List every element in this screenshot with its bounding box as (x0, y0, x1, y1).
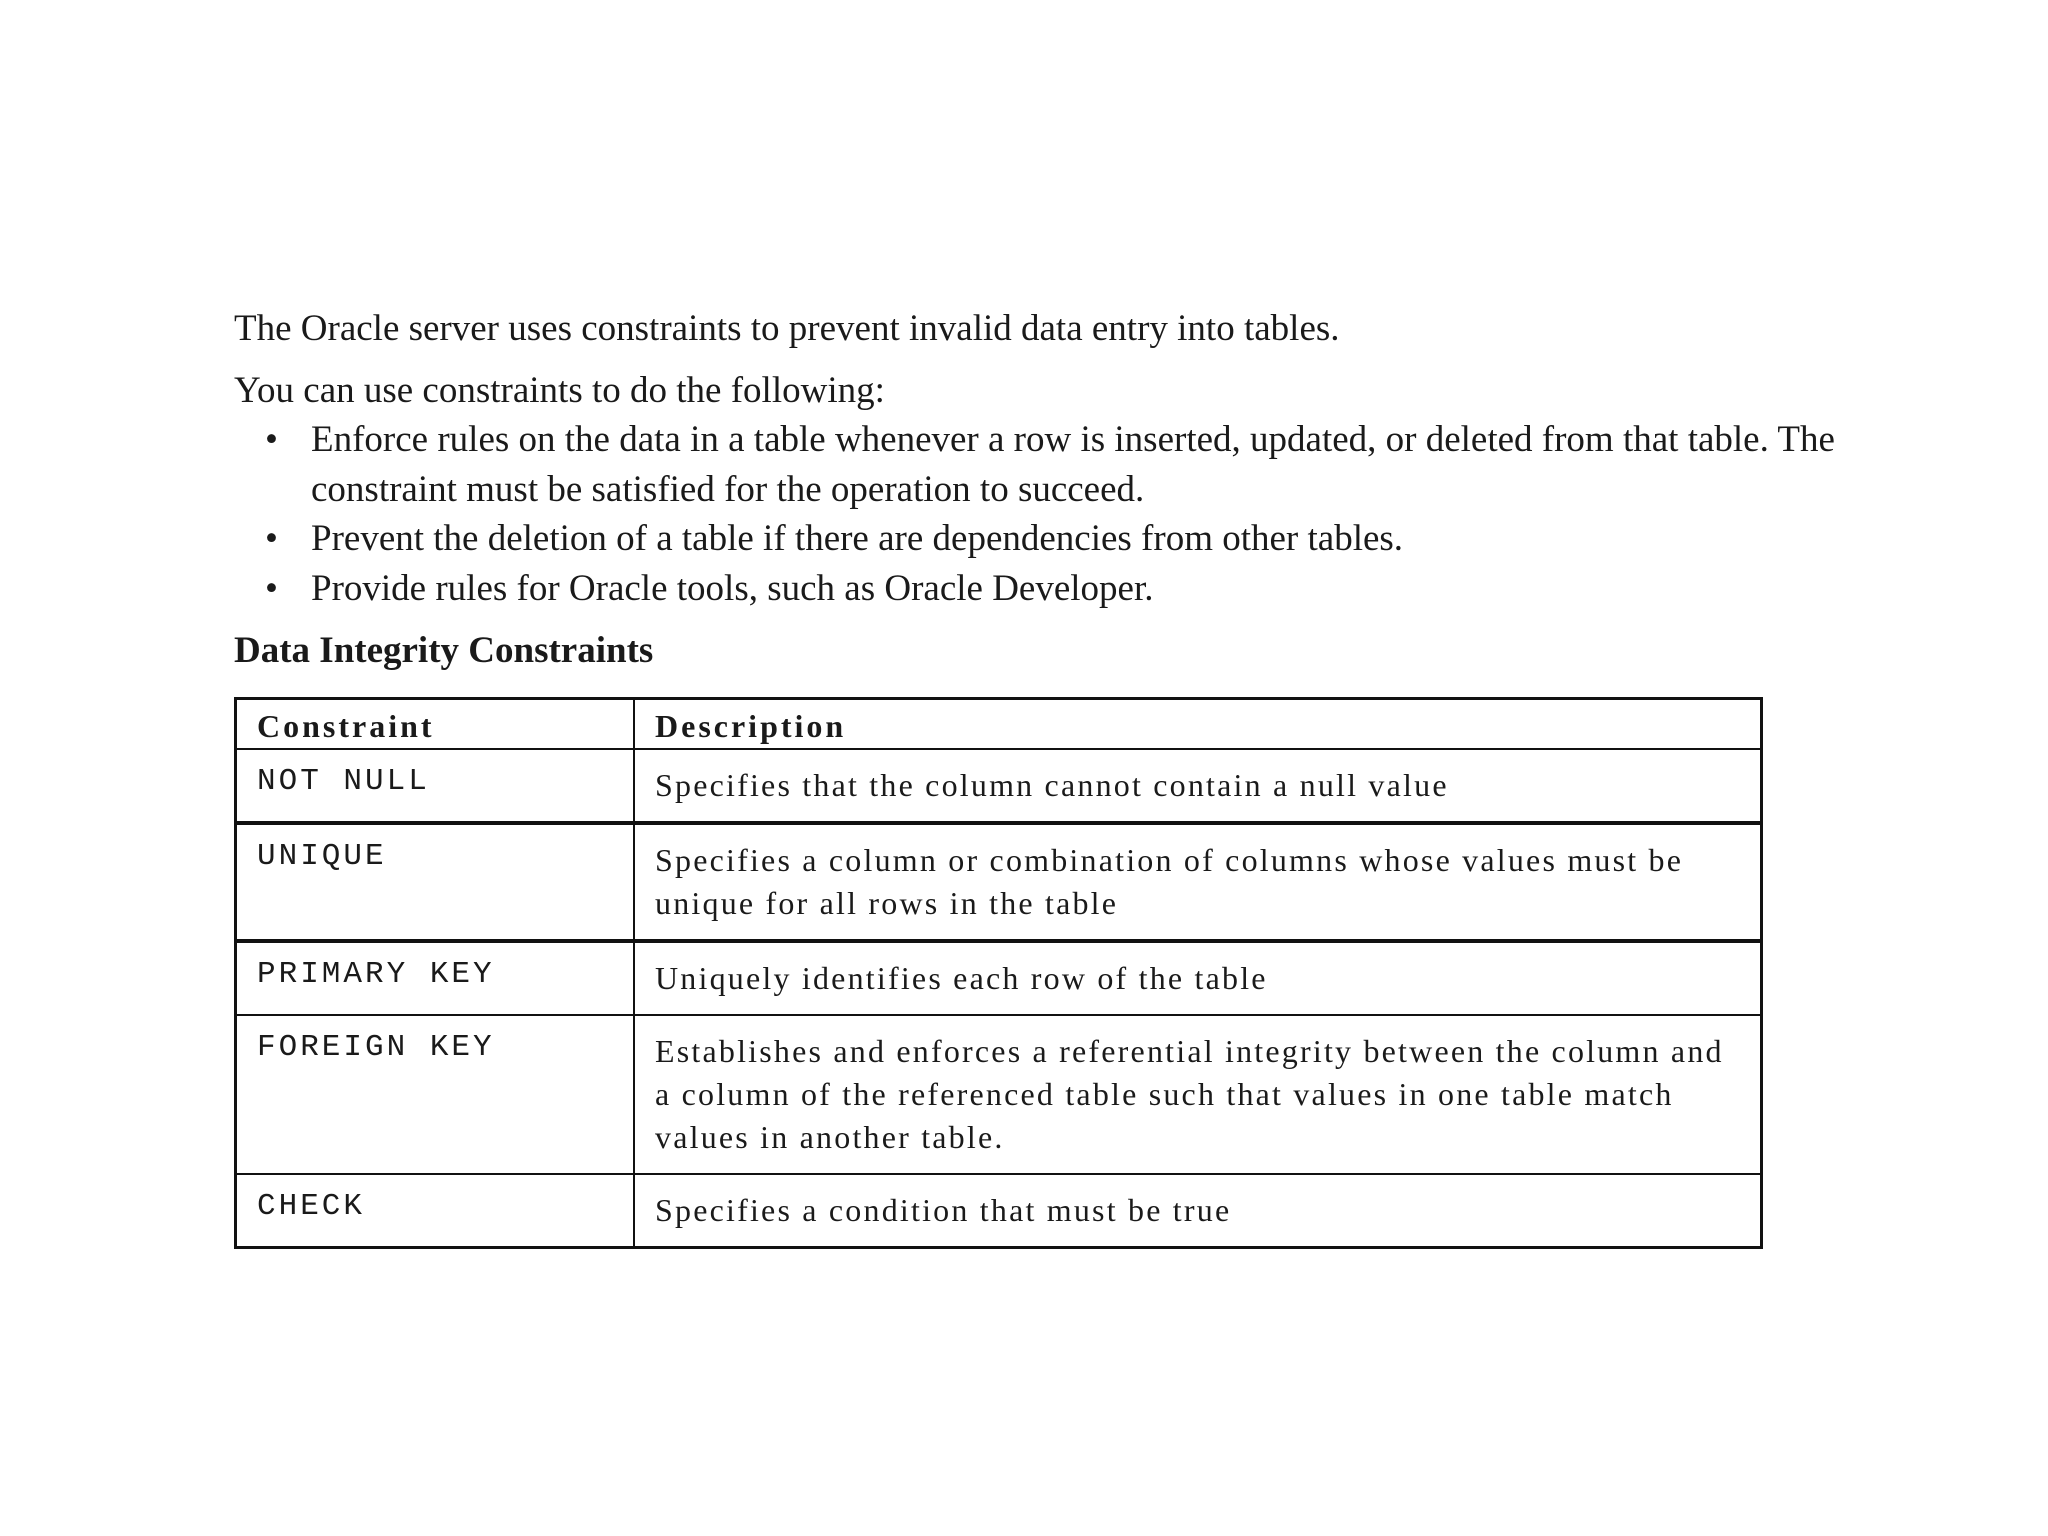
constraint-description: Specifies that the column cannot contain a null value (634, 749, 1762, 823)
constraint-name: PRIMARY KEY (236, 941, 635, 1015)
list-item-text: Provide rules for Oracle tools, such as Oracle Developer. (311, 567, 1154, 609)
column-header-description: Description (634, 699, 1762, 750)
constraint-description: Specifies a condition that must be true (634, 1174, 1762, 1248)
table-header-row (236, 699, 1762, 750)
constraint-name: UNIQUE (236, 823, 635, 941)
constraint-description: Uniquely identifies each row of the table (634, 941, 1762, 1015)
bullet-icon: • (265, 518, 278, 559)
table-row (236, 941, 1762, 1015)
constraint-name: NOT NULL (236, 749, 635, 823)
list-item (234, 415, 1874, 514)
intro-sentence-2: You can use constraints to do the following: (234, 370, 885, 411)
constraint-description: Establishes and enforces a referential integrity between the column and a column of the referenced table such that values in one table match values in another table. (634, 1015, 1762, 1174)
bullet-icon: • (265, 419, 278, 460)
list-item (234, 564, 1874, 614)
table-row (236, 749, 1762, 823)
list-item-text: Prevent the deletion of a table if there are dependencies from other tables. (311, 518, 1404, 559)
table-row (236, 1174, 1762, 1248)
constraint-name: FOREIGN KEY (236, 1015, 635, 1174)
list-item-text: Enforce rules on the data in a table whenever a row is inserted, updated, or deleted from that table. The constraint must be satisfied for the operation to succeed. (311, 419, 1835, 510)
column-header-constraint: Constraint (236, 699, 635, 750)
section-heading: Data Integrity Constraints (234, 630, 654, 671)
constraint-description: Specifies a column or combination of columns whose values must be unique for all rows in the table (634, 823, 1762, 941)
constraints-table (234, 697, 1763, 1249)
intro-sentence-1: The Oracle server uses constraints to prevent invalid data entry into tables. (234, 308, 1340, 349)
constraint-name: CHECK (236, 1174, 635, 1248)
list-item (234, 514, 1874, 564)
constraint-uses-list (234, 415, 1874, 613)
table-row (236, 823, 1762, 941)
bullet-icon: • (265, 567, 278, 609)
document-page (234, 305, 1874, 1249)
table-row (236, 1015, 1762, 1174)
